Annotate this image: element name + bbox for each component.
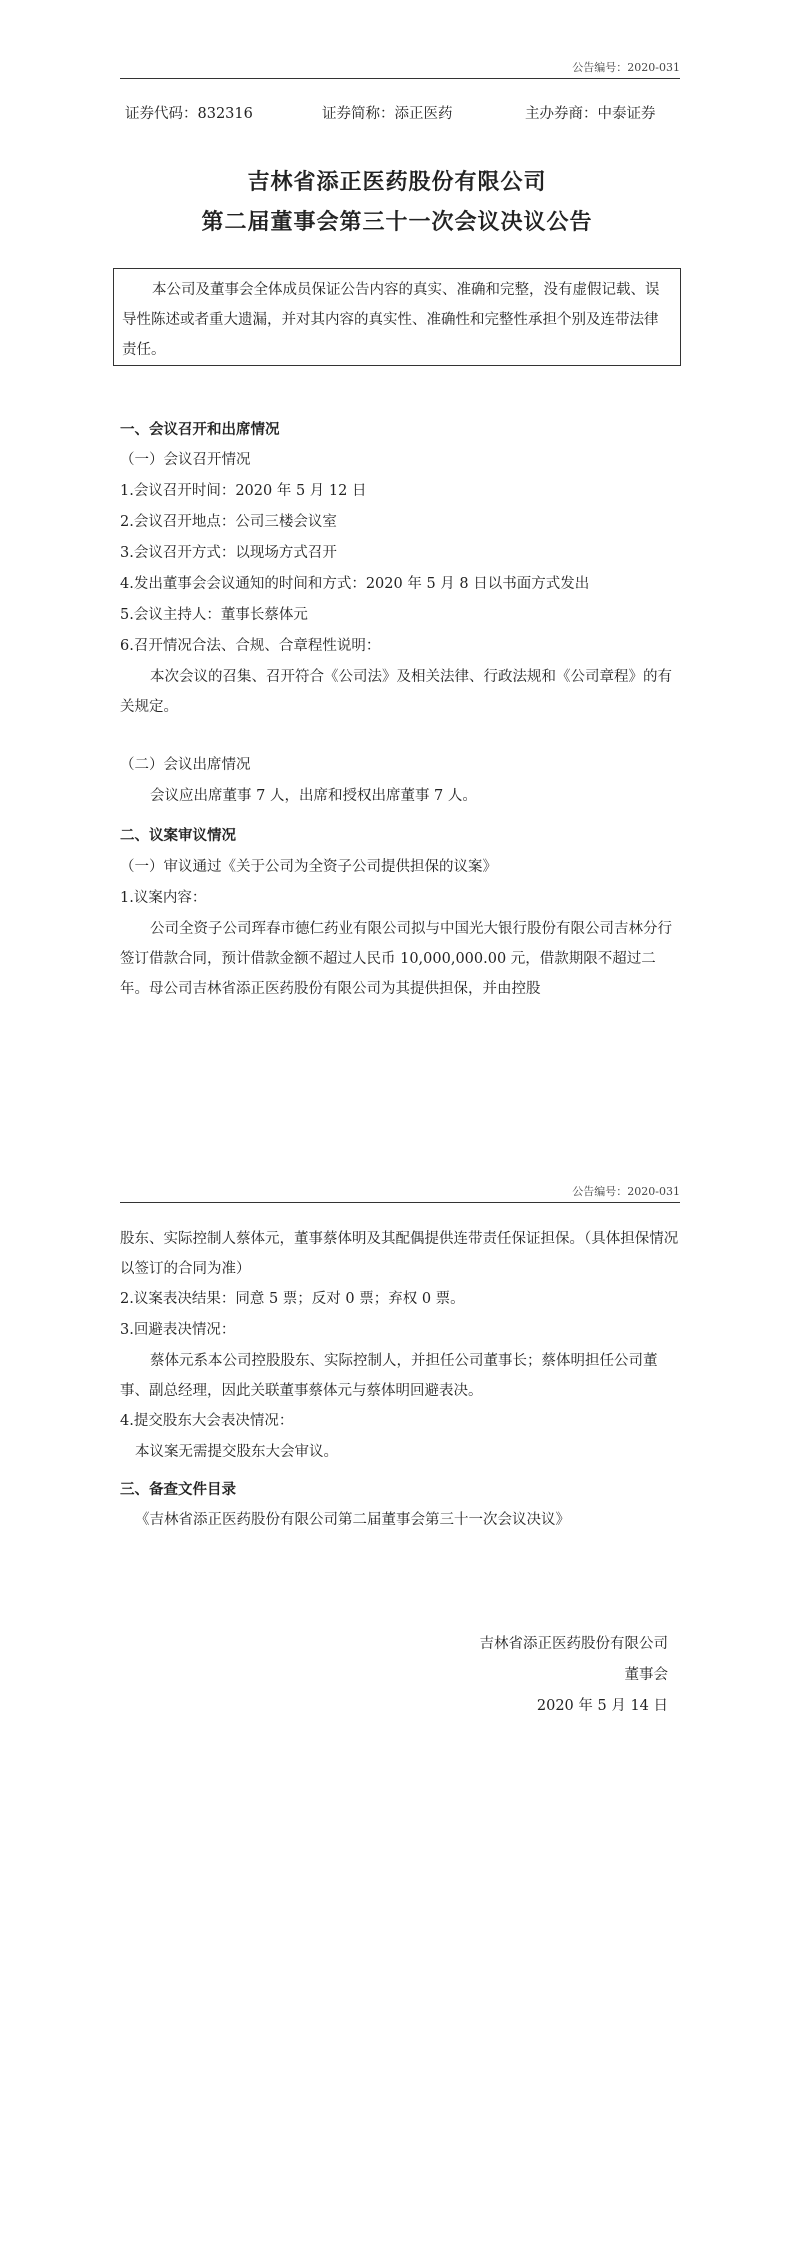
meeting-method: 3.会议召开方式：以现场方式召开 [120,545,337,561]
compliance-label: 6.召开情况合法、合规、合章程性说明： [120,638,381,654]
meeting-place: 2.会议召开地点：公司三楼会议室 [120,514,337,530]
page-2 [0,1150,794,2246]
recusal-label: 3.回避表决情况： [120,1322,236,1338]
motion-title: （一）审议通过《关于公司为全资子公司提供担保的议案》 [120,859,497,875]
signature-company: 吉林省添正医药股份有限公司 [479,1636,668,1652]
announcement-number: 公告编号：2020-031 [572,61,680,74]
shareholder-vote-label: 4.提交股东大会表决情况： [120,1413,294,1429]
page-header [120,52,680,79]
announcement-number: 公告编号：2020-031 [572,1185,680,1198]
meeting-time: 1.会议召开时间：2020 年 5 月 12 日 [120,483,367,499]
stock-abbreviation: 证券简称：添正医药 [322,106,453,122]
section-heading: 二、议案审议情况 [120,828,236,844]
signature-date: 2020 年 5 月 14 日 [536,1698,668,1714]
signature-board: 董事会 [624,1667,668,1683]
disclaimer-text: 本公司及董事会全体成员保证公告内容的真实、准确和完整，没有虚假记载、误导性陈述或者重大遗漏，并对其内容的真实性、准确性和完整性承担个别及连带法律责任。 [122,282,660,358]
section-heading: 一、会议召开和出席情况 [120,422,280,438]
announcement-title: 第二届董事会第三十一次会议决议公告 [201,210,593,235]
attendance-text: 会议应出席董事 7 人，出席和授权出席董事 7 人。 [150,788,477,804]
motion-content-continued-text: 股东、实际控制人蔡体元，董事蔡体明及其配偶提供连带责任保证担保。（具体担保情况以签订的合同为准） [120,1231,679,1277]
section-heading: 三、备查文件目录 [120,1482,236,1498]
page-header [120,1176,680,1203]
subsection-heading: （一）会议召开情况 [120,452,251,468]
sponsor-broker: 主办券商：中泰证券 [525,106,656,122]
motion-content-continued [120,1224,680,1284]
shareholder-vote-text: 本议案无需提交股东大会审议。 [135,1444,338,1460]
motion-content-paragraph [120,914,680,1004]
compliance-text: 本次会议的召集、召开符合《公司法》及相关法律、行政法规和《公司章程》的有关规定。 [120,669,672,715]
vote-result: 2.议案表决结果：同意 5 票；反对 0 票；弃权 0 票。 [120,1291,465,1307]
motion-content-label: 1.议案内容： [120,890,207,906]
meeting-host: 5.会议主持人：董事长蔡体元 [120,607,308,623]
recusal-paragraph [120,1346,680,1406]
subsection-heading: （二）会议出席情况 [120,757,251,773]
stock-code: 证券代码：832316 [125,106,253,122]
compliance-paragraph [120,662,680,722]
company-title: 吉林省添正医药股份有限公司 [247,170,547,195]
disclaimer-box [113,268,681,366]
motion-content-text: 公司全资子公司珲春市德仁药业有限公司拟与中国光大银行股份有限公司吉林分行签订借款合同，预计借款金额不超过人民币 10,000,000.00 元，借款期限不超过二年。母公司吉林省添正医药股份有限公司为其提供担保，并由控股 [120,921,672,997]
reference-document: 《吉林省添正医药股份有限公司第二届董事会第三十一次会议决议》 [135,1512,570,1528]
recusal-text: 蔡体元系本公司控股股东、实际控制人，并担任公司董事长；蔡体明担任公司董事、副总经理，因此关联董事蔡体元与蔡体明回避表决。 [120,1353,658,1399]
notice-method: 4.发出董事会会议通知的时间和方式：2020 年 5 月 8 日以书面方式发出 [120,576,590,592]
